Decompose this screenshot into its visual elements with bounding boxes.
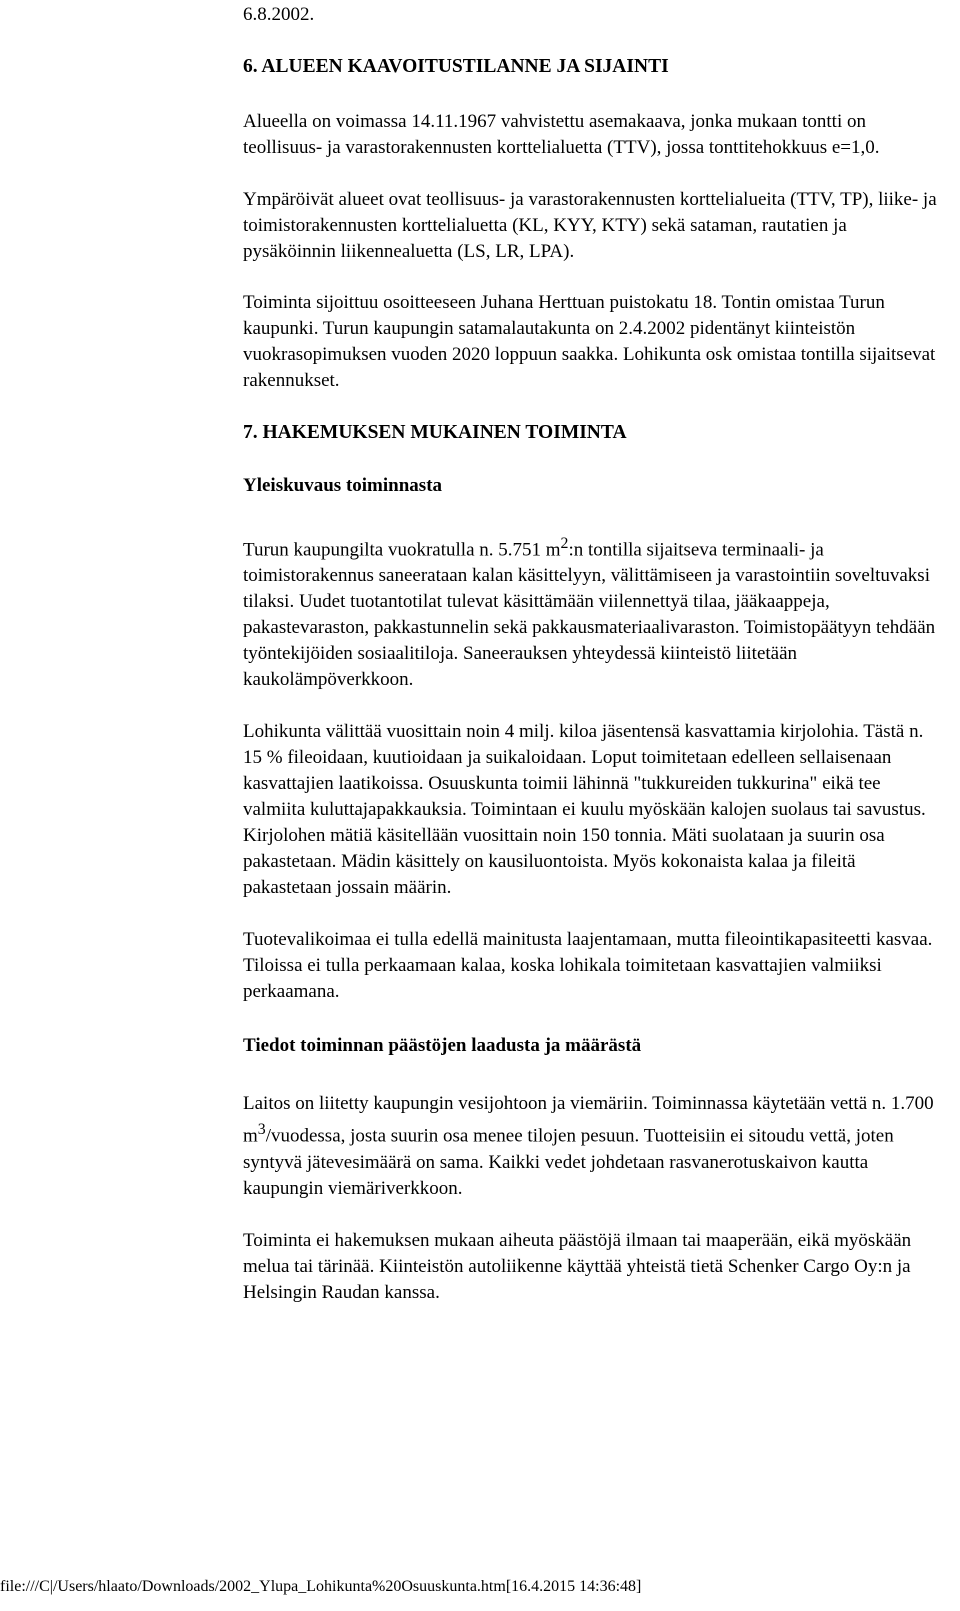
zoning-paragraph: Alueella on voimassa 14.11.1967 vahvistettu asemakaava, jonka mukaan tontti on teollisuus- ja varastorakennusten korttelialuetta (TTV), jossa tonttitehokkuus e=1,0. — [243, 111, 880, 158]
no-emissions-paragraph: Toiminta ei hakemuksen mukaan aiheuta päästöjä ilmaan tai maaperään, eikä myöskään melua tai tärinää. Kiinteistön autoliikenne käyttää yhteistä tietä Schenker Cargo Oy:n ja Helsingin Raudan kanssa. — [243, 1229, 912, 1303]
document-body — [243, 54, 943, 1306]
product-range-paragraph: Tuotevalikoimaa ei tulla edellä mainitusta laajentamaan, mutta fileointikapasiteetti kasvaa. Tiloissa ei tulla perkaamaan kalaa, koska lohikala toimitetaan kasvattajien valmiiksi perkaamana. — [243, 929, 933, 1003]
page-date: 6.8.2002. — [243, 4, 315, 25]
surroundings-paragraph: Ympäröivät alueet ovat teollisuus- ja varastorakennusten korttelialueita (TTV, TP), liike- ja toimistorakennusten korttelialuetta (KL, KYY, KTY) sekä sataman, rautatien ja pysäköinnin liikennealuetta (LS, LR, LPA). — [243, 189, 937, 262]
file-path-footer: file:///C|/Users/hlaato/Downloads/2002_Ylupa_Lohikunta%20Osuuskunta.htm[16.4.2015 14:36:48] — [0, 1578, 642, 1595]
cubic-superscript: 3 — [257, 1121, 266, 1139]
building-paragraph — [243, 531, 943, 693]
building-text-end: :n tontilla sijaitseva terminaali- ja toimistorakennus saneerataan kalan käsittelyyn, välittämiseen ja varastointiin soveltuvaksi tilaksi. Uudet tuotantotilat tulevat käsittämään viilennettyä tilaa, jääkaappeja, pakastevaraston, pakkastunnelin sekä pakkausmateriaalivaraston. Toimistopäätyyn tehdään työntekijöiden sosiaalitiloja. Saneerauksen yhteydessä kiinteistö liitetään kaukolämpöverkkoon. — [243, 539, 936, 691]
building-text-start: Turun kaupungilta vuokratulla n. 5.751 m — [243, 539, 561, 561]
square-superscript: 2 — [560, 535, 569, 552]
location-paragraph: Toiminta sijoittuu osoitteeseen Juhana Herttuan puistokatu 18. Tontin omistaa Turun kaupunki. Turun kaupungin satamalautakunta on 2.4.2002 pidentänyt kiinteistön vuokrasopimuksen vuoden 2020 loppuun saakka. Lohikunta osk omistaa tontilla sijaitsevat rakennukset. — [243, 292, 936, 391]
section-6-title: 6. ALUEEN KAAVOITUSTILANNE JA SIJAINTI — [243, 56, 669, 77]
water-paragraph — [243, 1091, 943, 1201]
volume-paragraph: Lohikunta välittää vuosittain noin 4 milj. kiloa jäsentensä kasvattamia kirjolohia. Tästä n. 15 % fileoidaan, kuutioidaan ja suikaloidaan. Loput toimitetaan edelleen sellaisenaan kasvattajien laatikoissa. Osuuskunta toimii lähinnä "tukkureiden tukkurina" eikä tee valmiita kuluttajapakkauksia. Toimintaan ei kuulu myöskään kalojen suolaus tai savustus. Kirjolohen mätiä käsitellään vuosittain noin 150 tonnia. Mäti suolataan ja suurin osa pakastetaan. Mädin käsittely on kausiluontoista. Myös kokonaista kalaa ja fileitä pakastetaan jossain määrin. — [243, 721, 926, 899]
section-7-title: 7. HAKEMUKSEN MUKAINEN TOIMINTA — [243, 422, 627, 443]
water-text-start: Laitos on liitetty kaupungin vesijohtoon ja viemäriin. Toiminnassa käytetään vettä n. 1.700 m — [243, 1093, 934, 1147]
emissions-heading: Tiedot toiminnan päästöjen laadusta ja määrästä — [243, 1035, 642, 1057]
general-description-heading: Yleiskuvaus toiminnasta — [243, 475, 443, 496]
water-text-end: /vuodessa, josta suurin osa menee tilojen pesuun. Tuotteisiin ei sitoudu vettä, joten syntyvä jätevesimäärä on sama. Kaikki vedet johdetaan rasvanerotuskaivon kautta kaupungin viemäriverkkoon. — [243, 1125, 894, 1199]
